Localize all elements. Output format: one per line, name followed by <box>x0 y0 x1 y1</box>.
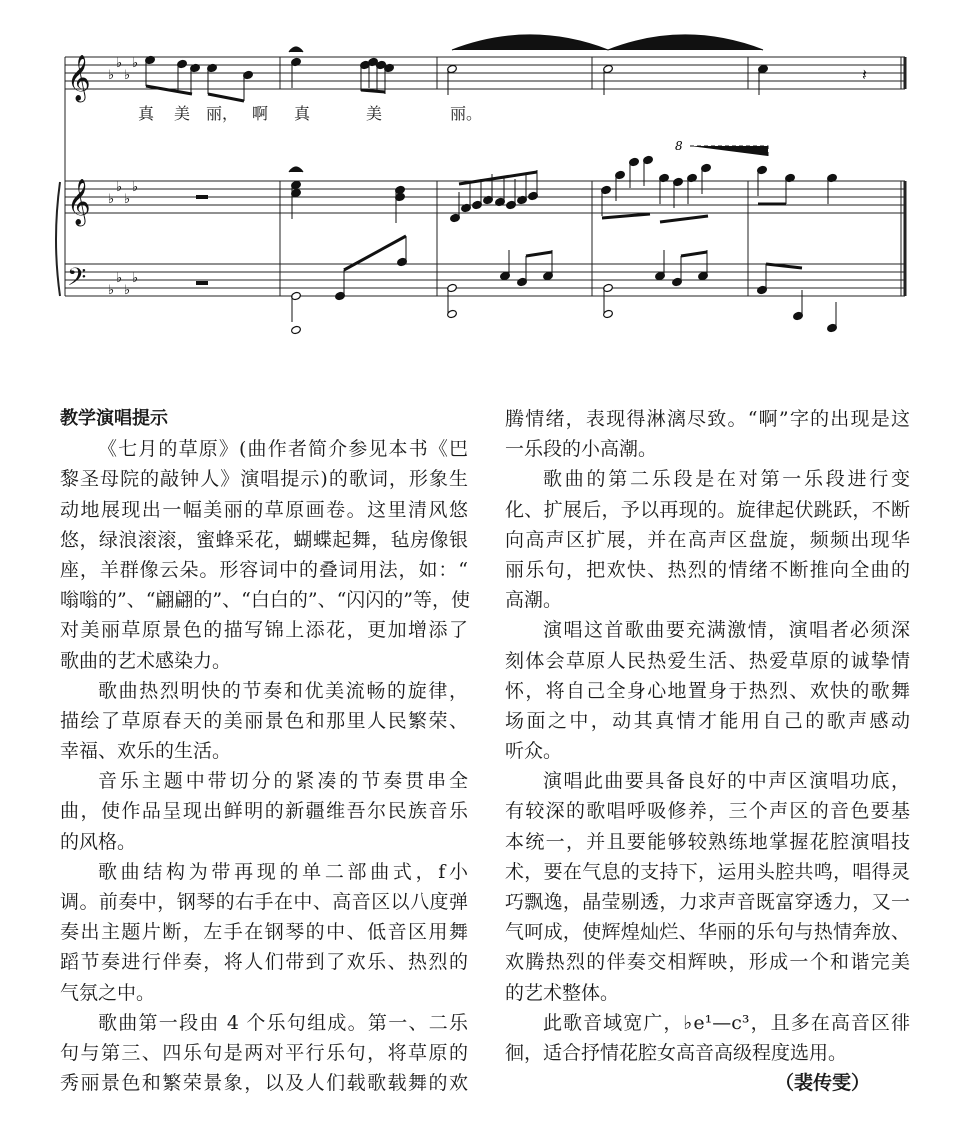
text-line: 腾情绪，表现得淋漓尽致。“啊”字的出现是这 <box>505 408 910 430</box>
sheet-music-score <box>0 0 962 380</box>
text-line: 蹈节奏进行伴奏，将人们带到了欢乐、热烈的 <box>60 951 468 974</box>
beam <box>459 172 537 184</box>
flat-sign-icon: ♭ <box>116 271 123 286</box>
flat-sign-icon: ♭ <box>116 56 123 71</box>
lyric-syllable: 啊 <box>252 104 269 123</box>
text-line: 一乐段的小高潮。 <box>505 438 658 461</box>
whole-rest-icon <box>196 281 208 285</box>
text-line: 丽乐句，把欢快、热烈的情绪不断推向全曲的 <box>505 558 910 581</box>
text-line: 的风格。 <box>60 830 137 853</box>
piano-brace <box>56 182 60 296</box>
whole-note <box>291 325 302 334</box>
beam <box>146 86 192 94</box>
beam <box>361 90 385 92</box>
text-line: 徊，适合抒情花腔女高音高级程度选用。 <box>505 1041 848 1064</box>
text-line: 欢腾热烈的伴奏交相辉映，形成一个和谐完美 <box>505 951 910 974</box>
text-line: 演唱这首歌曲要充满激情，演唱者必须深 <box>543 619 910 642</box>
lyric-syllable: 真 <box>138 104 155 123</box>
beam <box>681 252 707 256</box>
text-line: 有较深的歌唱呼吸修养，三个声区的音色要基 <box>505 800 910 823</box>
flat-sign-icon: ♭ <box>124 283 131 298</box>
text-line: 嗡嗡的”、“翩翩的”、“白白的”、“闪闪的”等，使 <box>60 589 470 612</box>
text-line: 气氛之中。 <box>60 981 156 1004</box>
ottava-bracket <box>690 146 768 156</box>
text-line: 巧飘逸，晶莹剔透，力求声音既富穿透力，又一 <box>505 891 910 913</box>
lyric-syllable: 美 <box>174 104 191 123</box>
text-line: 动地展现出一幅美丽的草原画卷。这里清风悠 <box>60 498 468 521</box>
author-signature: （裴传雯） <box>774 1072 870 1095</box>
flat-sign-icon: ♭ <box>132 56 139 71</box>
ottava-mark: 8 <box>675 139 683 153</box>
text-line: 座，羊群像云朵。形容词中的叠词用法，如：“ <box>60 558 468 581</box>
text-line: 刻体会草原人民热爱生活、热爱草原的诚挚情 <box>505 649 910 672</box>
text-line: 歌曲第一段由 4 个乐句组成。第一、二乐 <box>98 1011 468 1034</box>
text-line: 的艺术整体。 <box>505 981 620 1004</box>
text-line: 歌曲热烈明快的节奏和优美流畅的旋律， <box>98 679 468 702</box>
quarter-rest-icon: 𝄽 <box>862 65 867 84</box>
text-line: 本统一，并且要能够较熟练地掌握花腔演唱技 <box>505 830 910 853</box>
text-line: 调。前奏中，钢琴的右手在中、高音区以八度弹 <box>60 891 468 913</box>
tie-slur <box>608 35 763 50</box>
text-line: 歌曲结构为带再现的单二部曲式，f小 <box>98 860 468 883</box>
lyric-syllable: 美 <box>366 104 383 123</box>
beam <box>766 264 802 268</box>
text-line: 听众。 <box>505 740 563 763</box>
text-line: 曲，使作品呈现出鲜明的新疆维吾尔民族音乐 <box>60 800 468 823</box>
text-line: 句与第三、四乐句是两对平行乐句，将草原的 <box>60 1041 468 1064</box>
text-line: 《七月的草原》(曲作者简介参见本书《巴 <box>98 438 468 461</box>
flat-sign-icon: ♭ <box>116 180 123 195</box>
section-heading: 教学演唱提示 <box>60 408 168 429</box>
text-line: 歌曲的艺术感染力。 <box>60 649 232 672</box>
whole-rest-icon <box>196 195 208 199</box>
text-line: 幸福、欢乐的生活。 <box>60 740 232 763</box>
text-line: 悠，绿浪滚滚，蜜蜂采花，蝴蝶起舞，毡房像银 <box>60 528 468 551</box>
lyric-syllable: 真 <box>294 104 311 123</box>
flat-sign-icon: ♭ <box>108 68 115 83</box>
text-line: 演唱此曲要具备良好的中声区演唱功底， <box>543 770 910 793</box>
beam <box>602 214 650 218</box>
lyric-syllable: 丽， <box>206 104 239 123</box>
treble-clef-icon: 𝄞 <box>67 179 91 225</box>
text-line: 秀丽景色和繁荣景象，以及人们载歌载舞的欢 <box>60 1072 468 1095</box>
text-line: 化、扩展后，予以再现的。旋律起伏跳跃，不断 <box>505 498 910 521</box>
flat-sign-icon: ♭ <box>132 180 139 195</box>
beam <box>660 216 708 222</box>
tie-slur <box>452 35 608 50</box>
text-line: 音乐主题中带切分的紧凑的节奏贯串全 <box>98 770 468 793</box>
text-line: 怀，将自己全身心地置身于热烈、欢快的歌舞 <box>505 679 910 702</box>
text-line: 气呵成，使辉煌灿烂、华丽的乐句与热情奔放、 <box>505 921 910 944</box>
flat-sign-icon: ♭ <box>108 192 115 207</box>
flat-sign-icon: ♭ <box>124 68 131 83</box>
left-text-column <box>60 404 468 1098</box>
text-line: 此歌音域宽广，♭e¹—c³，且多在高音区徘 <box>543 1011 910 1034</box>
beam <box>208 94 244 101</box>
flat-sign-icon: ♭ <box>108 283 115 298</box>
treble-clef-icon: 𝄞 <box>67 55 91 101</box>
text-line: 术，要在气息的支持下，运用头腔共鸣，唱得灵 <box>505 860 910 883</box>
text-line: 黎圣母院的敲钟人》演唱提示)的歌词，形象生 <box>60 468 468 491</box>
text-line: 奏出主题片断，左手在钢琴的中、低音区用舞 <box>60 921 468 944</box>
text-line: 向高声区扩展，并在高声区盘旋，频频出现华 <box>505 528 910 551</box>
flat-sign-icon: ♭ <box>132 271 139 286</box>
text-line: 描绘了草原春天的美丽景色和那里人民繁荣、 <box>60 709 468 732</box>
flat-sign-icon: ♭ <box>124 192 131 207</box>
text-line: 高潮。 <box>505 589 563 612</box>
text-line: 歌曲的第二乐段是在对第一乐段进行变 <box>543 468 910 491</box>
fermata-icon <box>289 167 303 172</box>
beam <box>526 252 552 256</box>
text-line: 场面之中，动其真情才能用自己的歌声感动 <box>505 709 910 732</box>
lyric-syllable: 丽。 <box>450 104 483 123</box>
beam <box>344 236 406 270</box>
bass-clef-icon: 𝄢 <box>67 263 87 298</box>
text-line: 对美丽草原景色的描写锦上添花，更加增添了 <box>60 619 468 642</box>
fermata-icon <box>289 47 303 52</box>
right-text-column <box>505 404 910 1098</box>
